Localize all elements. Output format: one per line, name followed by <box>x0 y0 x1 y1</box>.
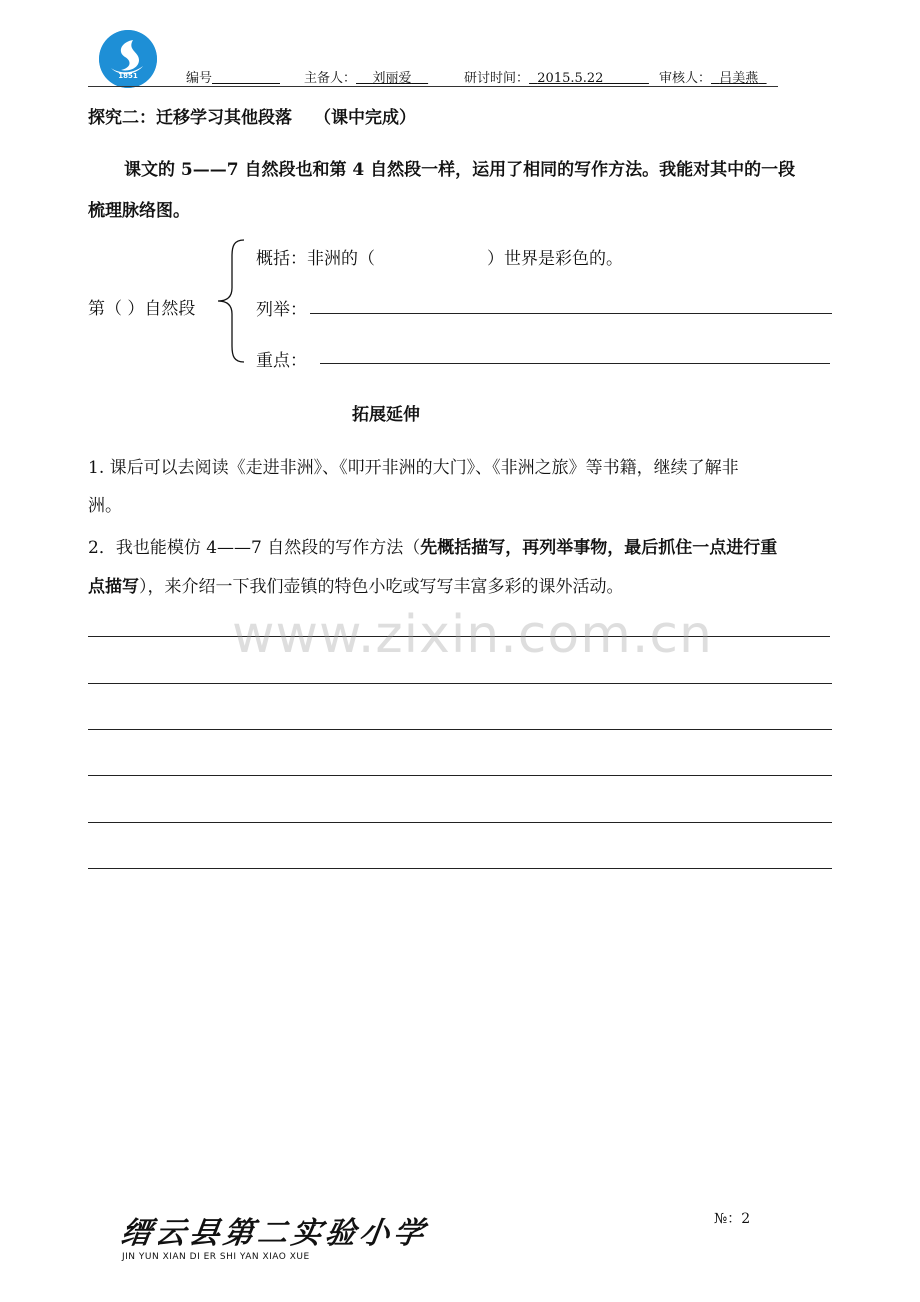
writing-line <box>88 822 832 823</box>
writing-line <box>88 729 832 730</box>
id-field <box>186 67 280 86</box>
author-field <box>304 67 428 86</box>
summary-row: 概括：非洲的（ ）世界是彩色的。 <box>256 249 623 269</box>
writing-line <box>88 683 832 684</box>
date-label: 研讨时间： <box>464 71 530 86</box>
school-signature <box>119 1208 430 1262</box>
author-value: 刘丽爱 <box>372 71 412 86</box>
writing-line <box>88 775 832 776</box>
curly-brace-icon <box>214 238 248 364</box>
intro-line-2: 梳理脉络图。 <box>88 201 190 221</box>
id-value <box>212 71 280 84</box>
header-divider <box>88 86 778 87</box>
list-label: 列举： <box>256 300 307 320</box>
id-label: 编号 <box>186 71 213 86</box>
item-2-line-1: 2．我也能模仿 4——7 自然段的写作方法（先概括描写，再列举事物，最后抓住一点进行重 <box>88 538 778 558</box>
date-value: 2015.5.22 <box>537 71 604 86</box>
intro-line-1: 课文的 5——7 自然段也和第 4 自然段一样，运用了相同的写作方法。我能对其中的一段 <box>124 160 796 180</box>
reviewer-label: 审核人： <box>659 71 712 86</box>
item-1-line-1: 1. 课后可以去阅读《走进非洲》、《叩开非洲的大门》、《非洲之旅》等书籍，继续了解非 <box>88 458 739 478</box>
page-number: №：2 <box>714 1211 751 1227</box>
focus-answer-line <box>320 363 830 364</box>
school-name: 缙云县第二实验小学 <box>119 1216 430 1251</box>
section-title: 探究二：迁移学习其他段落 （课中完成） <box>88 108 416 128</box>
item-1-line-2: 洲。 <box>88 496 122 516</box>
reviewer-value: 吕美燕 <box>719 71 759 86</box>
paragraph-label: 第（ ）自然段 <box>88 299 196 319</box>
writing-line <box>88 868 832 869</box>
logo-year: 1851 <box>118 72 138 80</box>
extension-title: 拓展延伸 <box>352 405 420 425</box>
item-2-line-2: 点描写），来介绍一下我们壶镇的特色小吃或写写丰富多彩的课外活动。 <box>88 577 624 597</box>
list-answer-line <box>310 313 832 314</box>
school-logo <box>99 30 157 88</box>
reviewer-field <box>659 67 767 86</box>
date-field <box>464 67 649 86</box>
section-note: （课中完成） <box>314 108 416 128</box>
focus-label: 重点： <box>256 351 307 371</box>
school-pinyin: JIN YUN XIAN DI ER SHI YAN XIAO XUE <box>122 1252 310 1262</box>
watermark: www.zixin.com.cn <box>232 605 713 665</box>
author-label: 主备人： <box>304 71 357 86</box>
